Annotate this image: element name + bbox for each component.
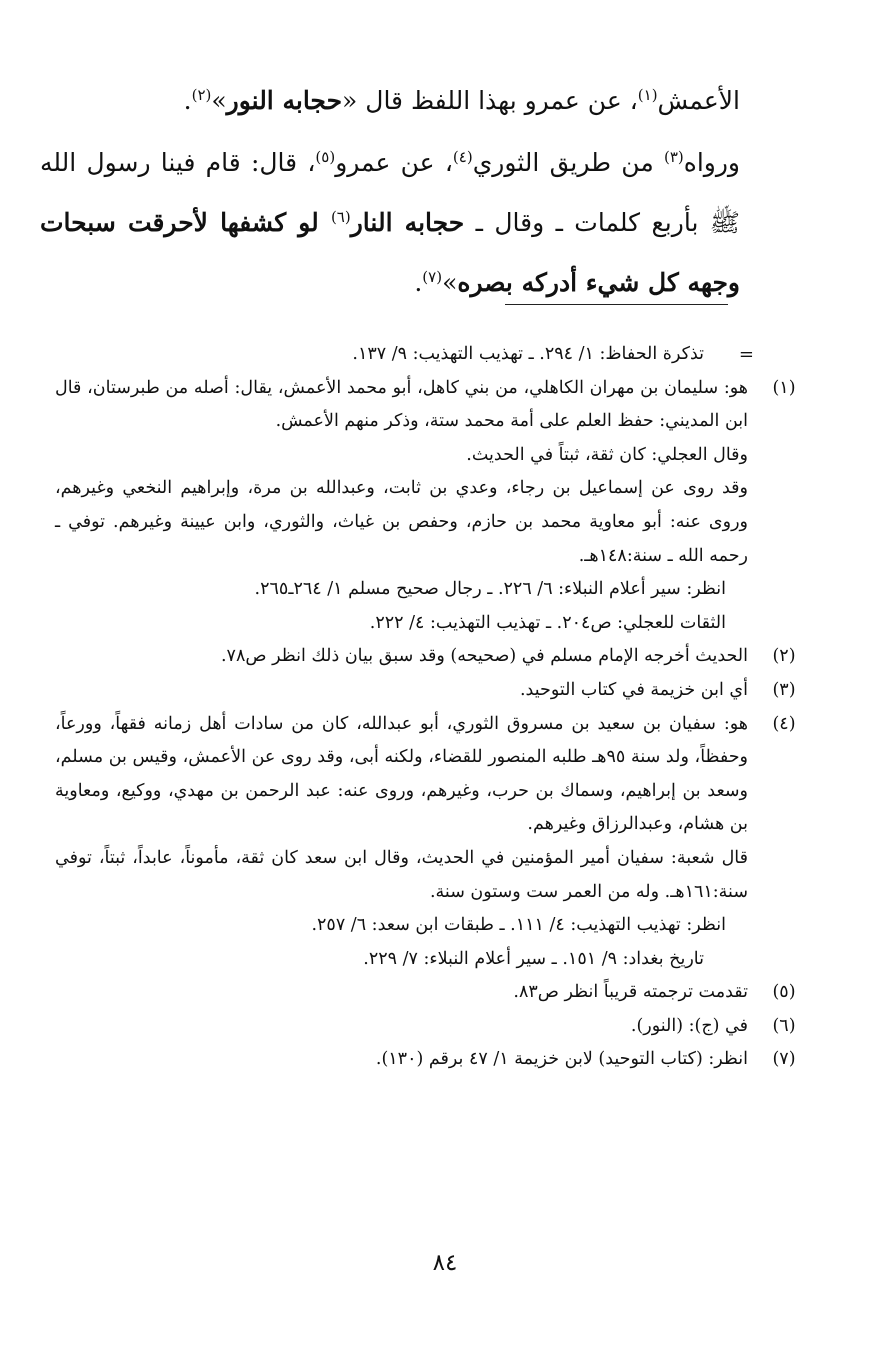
footnote-text: انظر: تهذيب التهذيب: ٤/ ١١١. ـ طبقات ابن سعد: ٦/ ٢٥٧. bbox=[311, 915, 726, 936]
footnote-number: (١) bbox=[772, 377, 796, 398]
footnote-ref-5[interactable]: (٥) bbox=[315, 148, 336, 166]
footnote-number: (٦) bbox=[772, 1015, 796, 1036]
footnote-number: (٢) bbox=[772, 646, 796, 667]
main-paragraph-2 bbox=[40, 130, 740, 310]
footnote-text: انظر: سير أعلام النبلاء: ٦/ ٢٢٦. ـ رجال صحيح مسلم ١/ ٢٦٤ـ٢٦٥. bbox=[254, 579, 726, 600]
footnote-ref-6[interactable]: (٦) bbox=[330, 208, 351, 226]
footnote-text: تاريخ بغداد: ٩/ ١٥١. ـ سير أعلام النبلاء: ٧/ ٢٢٩. bbox=[363, 948, 704, 969]
main-text-run: من طريق الثوري bbox=[472, 148, 664, 177]
quote-mark: » bbox=[211, 86, 227, 115]
footnote-text: الثقات للعجلي: ص٢٠٤. ـ تهذيب التهذيب: ٤/ ٢٢٢. bbox=[369, 612, 726, 633]
footnote-ref-1[interactable]: (١) bbox=[637, 86, 658, 104]
main-text-run: ورواه bbox=[683, 148, 740, 177]
footnote-number: (٣) bbox=[772, 679, 796, 700]
footnote-continuation bbox=[55, 338, 748, 372]
footnote-text: أي ابن خزيمة في كتاب التوحيد. bbox=[519, 679, 748, 700]
main-paragraph-1 bbox=[40, 68, 740, 128]
main-text bbox=[40, 68, 740, 310]
footnote-text: انظر: (كتاب التوحيد) لابن خزيمة ١/ ٤٧ برقم (١٣٠). bbox=[375, 1049, 748, 1070]
footnote-1 bbox=[55, 372, 796, 641]
footnote-text: الحديث أخرجه الإمام مسلم في (صحيحه) وقد سبق بيان ذلك انظر ص٧٨. bbox=[220, 646, 748, 667]
period: . bbox=[183, 86, 192, 115]
footnote-text: هو: سليمان بن مهران الكاهلي، من بني كاهل، أبو محمد الأعمش، يقال: أصله من طبرستان، قال ابن المديني: حفظ العلم على أمة محمد ستة، وذكر منهم الأعمش. bbox=[55, 377, 748, 432]
footnote-3 bbox=[55, 674, 796, 708]
footnote-text: وقد روى عن إسماعيل بن رجاء، وعدي بن ثابت، وعبدالله بن مرة، وإبراهيم النخعي وغيرهم، وروى عنه: أبو معاوية محمد بن حازم، وحفص بن غياث، والثوري، وابن عيينة وغيرهم. توفي ـ رحمه الله ـ سنة:١٤٨هـ. bbox=[55, 478, 748, 566]
footnote-text: وقال العجلي: كان ثقة، ثبتاً في الحديث. bbox=[466, 444, 748, 465]
footnote-text: في (ج): (النور). bbox=[630, 1015, 748, 1036]
hadith-phrase: حجابه النار bbox=[350, 208, 465, 237]
footnote-text: تذكرة الحفاظ: ١/ ٢٩٤. ـ تهذيب التهذيب: ٩/ ١٣٧. bbox=[352, 344, 704, 364]
hadith-phrase: حجابه النور bbox=[226, 86, 343, 115]
footnote-5 bbox=[55, 976, 796, 1010]
footnote-number: (٧) bbox=[772, 1049, 796, 1070]
footnote-ref-4[interactable]: (٤) bbox=[452, 148, 473, 166]
footnote-ref-7[interactable]: (٧) bbox=[422, 268, 443, 286]
quote-mark: » bbox=[442, 268, 458, 297]
footnote-text: تقدمت ترجمته قريباً انظر ص٨٣. bbox=[513, 982, 748, 1003]
footnote-2 bbox=[55, 640, 796, 674]
footnote-divider bbox=[505, 304, 728, 305]
main-text-run: ، قال: قام فينا رسول الله ﷺ بأربع كلمات ـ وقال ـ bbox=[40, 148, 740, 237]
period: . bbox=[414, 268, 423, 297]
footnote-number: (٥) bbox=[772, 982, 796, 1003]
footnote-7 bbox=[55, 1043, 796, 1077]
page-number: ٨٤ bbox=[432, 1250, 458, 1276]
footnote-ref-3[interactable]: (٣) bbox=[663, 148, 684, 166]
main-text-run: ، عن عمرو بهذا اللفظ قال « bbox=[342, 86, 638, 115]
footnote-text: قال شعبة: سفيان أمير المؤمنين في الحديث، وقال ابن سعد كان ثقة، مأموناً، عابداً، ثبتاً، توفي سنة:١٦١هـ. وله من العمر ست وستون سنة. bbox=[55, 847, 748, 902]
footnote-number: (٤) bbox=[772, 713, 796, 734]
footnotes bbox=[55, 338, 796, 1077]
main-text-run: ، عن عمرو bbox=[335, 148, 453, 177]
continuation-marker: = bbox=[738, 344, 754, 365]
footnote-6 bbox=[55, 1010, 796, 1044]
footnote-4 bbox=[55, 708, 796, 977]
footnote-ref-2[interactable]: (٢) bbox=[191, 86, 212, 104]
footnote-text: هو: سفيان بن سعيد بن مسروق الثوري، أبو عبدالله، كان من سادات أهل زمانه فقهاً، وورعاً، وحفظاً، ولد سنة ٩٥هـ طلبه المنصور للقضاء، ولكنه أبى، وقد روى عن الأعمش، وقيس بن مسلم، وسعد بن إبراهيم، وسماك بن حرب، وغيرهم، وروى عنه: عبد الرحمن بن مهدي، ووكيع، ومعاوية بن هشام، وعبدالرزاق وغيرهم. bbox=[55, 713, 748, 835]
main-text-run: الأعمش bbox=[657, 86, 740, 115]
hadith-phrase: لو كشفها لأحرقت سبحات وجهه كل شيء أدركه بصره bbox=[40, 208, 740, 297]
